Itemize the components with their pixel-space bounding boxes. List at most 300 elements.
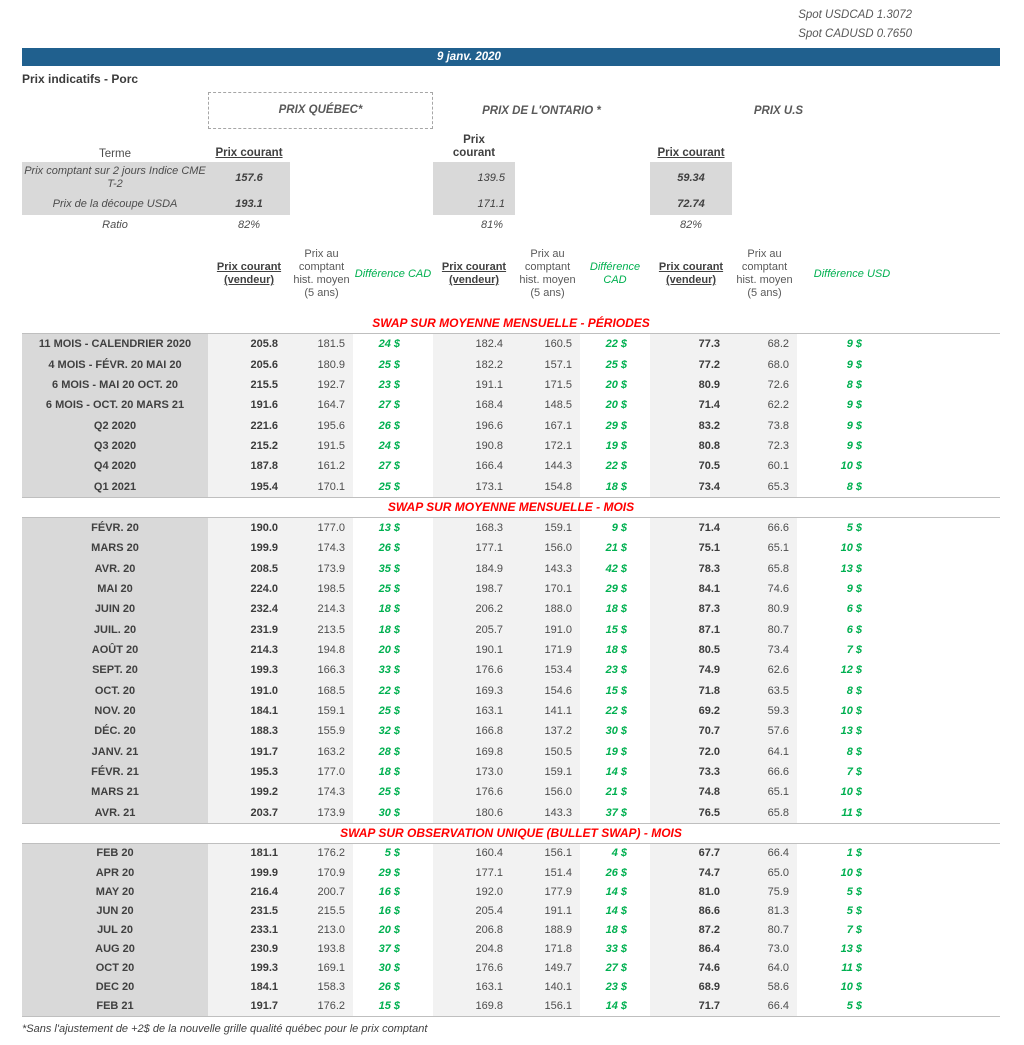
on-spot-cme: 139.5 (433, 162, 515, 193)
us-hist-value: 73.0 (732, 939, 797, 958)
table-row (22, 619, 1000, 639)
section-bullet-swap (22, 824, 1000, 1017)
us-hist-value: 80.9 (732, 599, 797, 619)
group-header-quebec: PRIX QUÉBEC* (278, 104, 363, 116)
us-hist-value: 64.1 (732, 742, 797, 762)
on-difference-cad-value: 23 $ (605, 664, 627, 677)
qc-prix-courant-value: 216.4 (208, 882, 290, 901)
qc-hist-value: 158.3 (290, 978, 353, 997)
qc-hist-value: 177.0 (290, 518, 353, 538)
us-prix-courant-value: 70.5 (650, 456, 732, 476)
on-hist-value: 159.1 (515, 762, 580, 782)
table-row (22, 660, 1000, 680)
qc-hist-value: 170.1 (290, 476, 353, 496)
qc-prix-courant-value: 184.1 (208, 701, 290, 721)
qc-hist-value: 168.5 (290, 681, 353, 701)
qc-prix-courant-value: 230.9 (208, 939, 290, 958)
table-row (22, 599, 1000, 619)
qc-difference-cad-value: 25 $ (378, 480, 400, 493)
qc-difference-cad-value: 26 $ (378, 542, 400, 555)
qc-prix-courant-value: 205.6 (208, 354, 290, 374)
on-prix-courant-value: 198.7 (433, 579, 515, 599)
us-hist-value: 73.8 (732, 415, 797, 435)
qc-difference-cad-value: 35 $ (378, 562, 400, 575)
section-title-mois: SWAP SUR MOYENNE MENSUELLE - MOIS (387, 499, 635, 514)
us-hist-value: 66.4 (732, 844, 797, 863)
on-difference-cad-value: 4 $ (611, 847, 627, 860)
table-row (22, 681, 1000, 701)
on-difference-cad-value: 14 $ (605, 766, 627, 779)
on-difference-cad-value: 15 $ (605, 684, 627, 697)
us-difference-usd-value: 7 $ (846, 643, 862, 656)
us-prix-courant-value: 68.9 (650, 978, 732, 997)
qc-difference-cad-value: 25 $ (378, 786, 400, 799)
us-difference-usd-value: 9 $ (846, 358, 862, 371)
us-prix-courant-value: 74.6 (650, 958, 732, 977)
us-difference-usd-value: 11 $ (841, 962, 862, 975)
on-difference-cad-value: 37 $ (605, 806, 627, 819)
on-prix-courant-value: 190.1 (433, 640, 515, 660)
us-hist-value: 65.1 (732, 538, 797, 558)
us-prix-courant-value: 80.9 (650, 375, 732, 395)
us-difference-usd-value: 5 $ (846, 521, 862, 534)
on-hist-value: 157.1 (515, 354, 580, 374)
on-difference-cad-value: 22 $ (605, 705, 627, 718)
qc-hist-value: 192.7 (290, 375, 353, 395)
row-label: MAY 20 (22, 882, 208, 901)
group-header-quebec-box (208, 92, 433, 129)
us-difference-usd-value: 7 $ (846, 766, 862, 779)
us-hist-value: 66.4 (732, 997, 797, 1016)
us-ratio: 82% (679, 218, 703, 231)
us-prix-courant-value: 80.5 (650, 640, 732, 660)
us-difference-usd-value: 9 $ (846, 582, 862, 595)
on-difference-cad-value: 19 $ (605, 745, 627, 758)
us-prix-courant-value: 74.9 (650, 660, 732, 680)
us-difference-usd-value: 8 $ (846, 378, 862, 391)
table-row (22, 958, 1000, 977)
on-prix-courant-value: 173.1 (433, 476, 515, 496)
on-prix-courant-value: 190.8 (433, 436, 515, 456)
us-hist-value: 64.0 (732, 958, 797, 977)
us-prix-courant-value: 80.8 (650, 436, 732, 456)
spot-row-usda-label: Prix de la découpe USDA (22, 193, 208, 215)
swap-mois-rows (22, 517, 1000, 824)
on-prix-courant-value: 166.4 (433, 456, 515, 476)
on-prix-courant-value: 176.6 (433, 660, 515, 680)
on-hist-value: 156.0 (515, 782, 580, 802)
row-label: NOV. 20 (22, 701, 208, 721)
qc-hist-value: 191.5 (290, 436, 353, 456)
on-prix-courant-value: 177.1 (433, 538, 515, 558)
qc-hist-value: 176.2 (290, 844, 353, 863)
us-hist-value: 80.7 (732, 920, 797, 939)
date-text: 9 janv. 2020 (437, 51, 501, 63)
on-prix-courant-value: 205.7 (433, 619, 515, 639)
qc-prix-courant-value: 231.9 (208, 619, 290, 639)
qc-hist-value: 195.6 (290, 415, 353, 435)
row-label: 6 MOIS - MAI 20 OCT. 20 (22, 375, 208, 395)
qc-hist-value: 164.7 (290, 395, 353, 415)
qc-prix-courant-value: 199.3 (208, 958, 290, 977)
on-difference-cad-value: 22 $ (605, 338, 627, 351)
on-difference-cad-value: 27 $ (605, 962, 627, 975)
row-label: OCT 20 (22, 958, 208, 977)
qc-difference-cad-value: 25 $ (378, 358, 400, 371)
us-prix-courant-value: 77.2 (650, 354, 732, 374)
on-hist-value: 188.0 (515, 599, 580, 619)
on-difference-cad-value: 30 $ (605, 725, 627, 738)
on-hist-value: 156.0 (515, 538, 580, 558)
qc-difference-cad-value: 18 $ (378, 603, 400, 616)
table-row (22, 844, 1000, 863)
qc-prix-courant-value: 191.0 (208, 681, 290, 701)
us-prix-courant-value: 81.0 (650, 882, 732, 901)
qc-prix-courant-value: 215.2 (208, 436, 290, 456)
row-label: FÉVR. 20 (22, 518, 208, 538)
on-difference-cad-value: 29 $ (605, 419, 627, 432)
qc-difference-cad-value: 23 $ (378, 378, 400, 391)
us-difference-usd-value: 10 $ (840, 866, 862, 879)
us-difference-usd-value: 9 $ (846, 439, 862, 452)
us-difference-usd-value: 9 $ (846, 338, 862, 351)
qc-difference-cad-value: 26 $ (378, 419, 400, 432)
qc-prix-courant-value: 221.6 (208, 415, 290, 435)
row-label: MARS 20 (22, 538, 208, 558)
us-difference-usd-value: 8 $ (846, 684, 862, 697)
on-difference-cad-value: 21 $ (605, 542, 627, 555)
us-difference-usd-value: 6 $ (846, 603, 862, 616)
us-prix-courant-value: 86.4 (650, 939, 732, 958)
us-prix-courant-value: 73.4 (650, 476, 732, 496)
us-difference-usd-value: 9 $ (846, 419, 862, 432)
row-label: JUL 20 (22, 920, 208, 939)
qc-difference-cad-value: 13 $ (378, 521, 400, 534)
qc-prix-courant-value: 203.7 (208, 803, 290, 823)
row-label: 4 MOIS - FÉVR. 20 MAI 20 (22, 354, 208, 374)
us-difference-usd-value: 10 $ (840, 460, 862, 473)
on-difference-cad-value: 14 $ (605, 1000, 627, 1013)
us-col-hist-moyen: Prix au comptant hist. moyen (5 ans) (736, 248, 793, 299)
row-label: APR 20 (22, 863, 208, 882)
on-difference-cad-value: 25 $ (605, 358, 627, 371)
on-difference-cad-value: 15 $ (605, 623, 627, 636)
us-hist-value: 68.0 (732, 354, 797, 374)
group-header-row (22, 88, 1000, 132)
qc-difference-cad-value: 30 $ (378, 962, 400, 975)
on-prix-courant-value: 191.1 (433, 375, 515, 395)
table-row (22, 334, 1000, 354)
qc-spot-cme: 157.6 (208, 162, 290, 193)
qc-difference-cad-value: 20 $ (378, 643, 400, 656)
us-prix-courant-value: 71.4 (650, 518, 732, 538)
on-spot-col-header (433, 134, 515, 160)
on-hist-value: 156.1 (515, 844, 580, 863)
qc-hist-value: 194.8 (290, 640, 353, 660)
qc-hist-value: 181.5 (290, 334, 353, 354)
qc-hist-value: 215.5 (290, 901, 353, 920)
row-label: SEPT. 20 (22, 660, 208, 680)
qc-prix-courant-value: 184.1 (208, 978, 290, 997)
us-prix-courant-value: 67.7 (650, 844, 732, 863)
on-hist-value: 160.5 (515, 334, 580, 354)
on-difference-cad-value: 33 $ (605, 942, 627, 955)
on-hist-value: 156.1 (515, 997, 580, 1016)
us-prix-courant-value: 71.4 (650, 395, 732, 415)
on-difference-cad-value: 21 $ (605, 786, 627, 799)
on-hist-value: 154.6 (515, 681, 580, 701)
on-prix-courant-value: 196.6 (433, 415, 515, 435)
on-prix-courant-value: 192.0 (433, 882, 515, 901)
qc-hist-value: 200.7 (290, 882, 353, 901)
on-prix-courant-value: 163.1 (433, 701, 515, 721)
on-difference-cad-value: 18 $ (605, 923, 627, 936)
on-hist-value: 171.5 (515, 375, 580, 395)
us-hist-value: 75.9 (732, 882, 797, 901)
us-hist-value: 73.4 (732, 640, 797, 660)
row-label: AVR. 21 (22, 803, 208, 823)
group-header-ontario-text: PRIX DE L'ONTARIO * (482, 105, 601, 117)
us-col-prix-courant-vendeur: Prix courant (vendeur) (658, 261, 724, 286)
row-label: JUIL. 20 (22, 619, 208, 639)
us-hist-value: 57.6 (732, 721, 797, 741)
table-row (22, 978, 1000, 997)
qc-difference-cad-value: 25 $ (378, 705, 400, 718)
row-label: Q3 2020 (22, 436, 208, 456)
table-row (22, 742, 1000, 762)
row-label: 6 MOIS - OCT. 20 MARS 21 (22, 395, 208, 415)
on-hist-value: 154.8 (515, 476, 580, 496)
qc-difference-cad-value: 29 $ (378, 866, 400, 879)
us-hist-value: 62.6 (732, 660, 797, 680)
on-prix-courant-value: 180.6 (433, 803, 515, 823)
on-difference-cad-value: 42 $ (605, 562, 627, 575)
qc-prix-courant-value: 195.3 (208, 762, 290, 782)
row-label: JANV. 21 (22, 742, 208, 762)
on-prix-courant-value: 173.0 (433, 762, 515, 782)
us-hist-value: 68.2 (732, 334, 797, 354)
swap-periodes-rows (22, 333, 1000, 498)
on-hist-value: 172.1 (515, 436, 580, 456)
us-difference-usd-value: 8 $ (846, 745, 862, 758)
on-col-difference-cad: Différence CAD (589, 261, 641, 286)
row-label: JUIN 20 (22, 599, 208, 619)
us-hist-value: 66.6 (732, 518, 797, 538)
us-difference-usd-value: 10 $ (840, 786, 862, 799)
on-prix-courant-value: 204.8 (433, 939, 515, 958)
on-prix-courant-value: 163.1 (433, 978, 515, 997)
qc-prix-courant-value: 199.9 (208, 538, 290, 558)
us-difference-usd-value: 5 $ (846, 885, 862, 898)
us-prix-courant-value: 78.3 (650, 558, 732, 578)
table-row (22, 579, 1000, 599)
section-swap-mois (22, 498, 1000, 824)
row-label: 11 MOIS - CALENDRIER 2020 (22, 334, 208, 354)
us-prix-courant-value: 71.7 (650, 997, 732, 1016)
qc-difference-cad-value: 27 $ (378, 460, 400, 473)
qc-hist-value: 166.3 (290, 660, 353, 680)
us-hist-value: 66.6 (732, 762, 797, 782)
on-prix-courant-value: 160.4 (433, 844, 515, 863)
us-prix-courant-value: 75.1 (650, 538, 732, 558)
on-difference-cad-value: 14 $ (605, 885, 627, 898)
us-spot-cme: 59.34 (650, 162, 732, 193)
us-col-difference-usd: Différence USD (813, 267, 891, 280)
us-prix-courant-value: 87.3 (650, 599, 732, 619)
on-hist-value: 151.4 (515, 863, 580, 882)
qc-spot-col-header: Prix courant (215, 147, 283, 159)
us-difference-usd-value: 10 $ (840, 705, 862, 718)
on-hist-value: 140.1 (515, 978, 580, 997)
swap-column-headers (22, 234, 1000, 314)
us-prix-courant-value: 70.7 (650, 721, 732, 741)
us-prix-courant-value: 87.2 (650, 920, 732, 939)
qc-hist-value: 155.9 (290, 721, 353, 741)
us-hist-value: 72.3 (732, 436, 797, 456)
on-prix-courant-value: 206.8 (433, 920, 515, 939)
us-prix-courant-value: 84.1 (650, 579, 732, 599)
qc-prix-courant-value: 188.3 (208, 721, 290, 741)
table-row (22, 997, 1000, 1016)
on-hist-value: 170.1 (515, 579, 580, 599)
on-prix-courant-value: 182.2 (433, 354, 515, 374)
on-difference-cad-value: 22 $ (605, 460, 627, 473)
qc-hist-value: 161.2 (290, 456, 353, 476)
table-row (22, 518, 1000, 538)
page-title: Prix indicatifs - Porc (22, 72, 139, 86)
qc-prix-courant-value: 190.0 (208, 518, 290, 538)
qc-hist-value: 173.9 (290, 803, 353, 823)
spot-row-ratio-label: Ratio (102, 218, 128, 231)
on-hist-value: 153.4 (515, 660, 580, 680)
table-row (22, 640, 1000, 660)
terme-row (22, 132, 1000, 162)
us-prix-courant-value: 83.2 (650, 415, 732, 435)
qc-difference-cad-value: 16 $ (378, 904, 400, 917)
us-difference-usd-value: 12 $ (840, 664, 862, 677)
on-prix-courant-value: 168.3 (433, 518, 515, 538)
qc-prix-courant-value: 231.5 (208, 901, 290, 920)
qc-difference-cad-value: 30 $ (378, 806, 400, 819)
on-prix-courant-value: 169.8 (433, 742, 515, 762)
qc-hist-value: 177.0 (290, 762, 353, 782)
us-hist-value: 65.8 (732, 803, 797, 823)
qc-hist-value: 213.5 (290, 619, 353, 639)
table-row (22, 863, 1000, 882)
qc-difference-cad-value: 27 $ (378, 399, 400, 412)
on-hist-value: 143.3 (515, 558, 580, 578)
qc-hist-value: 176.2 (290, 997, 353, 1016)
on-prix-courant-value: 184.9 (433, 558, 515, 578)
on-prix-courant-value: 177.1 (433, 863, 515, 882)
us-prix-courant-value: 77.3 (650, 334, 732, 354)
qc-prix-courant-value: 233.1 (208, 920, 290, 939)
us-prix-courant-value: 72.0 (650, 742, 732, 762)
qc-hist-value: 173.9 (290, 558, 353, 578)
qc-difference-cad-value: 26 $ (378, 981, 400, 994)
qc-difference-cad-value: 28 $ (378, 745, 400, 758)
on-hist-value: 171.8 (515, 939, 580, 958)
us-hist-value: 60.1 (732, 456, 797, 476)
spot-row-usda (22, 193, 1000, 215)
qc-prix-courant-value: 195.4 (208, 476, 290, 496)
us-prix-courant-value: 74.8 (650, 782, 732, 802)
row-label: MAI 20 (22, 579, 208, 599)
on-hist-value: 191.1 (515, 901, 580, 920)
on-hist-value: 143.3 (515, 803, 580, 823)
qc-col-prix-courant-vendeur: Prix courant (vendeur) (216, 261, 282, 286)
group-header-us-text: PRIX U.S (753, 105, 804, 117)
table-row (22, 354, 1000, 374)
on-hist-value: 148.5 (515, 395, 580, 415)
on-difference-cad-value: 18 $ (605, 643, 627, 656)
bullet-swap-rows (22, 843, 1000, 1017)
on-col-prix-courant-vendeur: Prix courant (vendeur) (441, 261, 507, 286)
qc-col-hist-moyen: Prix au comptant hist. moyen (5 ans) (293, 248, 350, 299)
row-label: AOÛT 20 (22, 640, 208, 660)
row-label: AVR. 20 (22, 558, 208, 578)
qc-prix-courant-value: 191.7 (208, 997, 290, 1016)
qc-hist-value: 169.1 (290, 958, 353, 977)
on-prix-courant-value: 168.4 (433, 395, 515, 415)
qc-difference-cad-value: 37 $ (378, 942, 400, 955)
qc-prix-courant-value: 199.9 (208, 863, 290, 882)
qc-difference-cad-value: 32 $ (378, 725, 400, 738)
us-spot-col-header: Prix courant (657, 147, 725, 159)
table-row (22, 456, 1000, 476)
table-row (22, 701, 1000, 721)
row-label: FÉVR. 21 (22, 762, 208, 782)
footnote: *Sans l'ajustement de +2$ de la nouvelle grille qualité québec pour le prix comptant (22, 1022, 428, 1035)
table-row (22, 375, 1000, 395)
us-difference-usd-value: 13 $ (840, 562, 862, 575)
qc-prix-courant-value: 208.5 (208, 558, 290, 578)
row-label: JUN 20 (22, 901, 208, 920)
on-prix-courant-value: 206.2 (433, 599, 515, 619)
qc-hist-value: 214.3 (290, 599, 353, 619)
on-difference-cad-value: 9 $ (611, 521, 627, 534)
on-prix-courant-value: 166.8 (433, 721, 515, 741)
spot-cadusd: Spot CADUSD 0.7650 (798, 28, 912, 40)
on-prix-courant-value: 169.3 (433, 681, 515, 701)
table-row (22, 395, 1000, 415)
on-difference-cad-value: 14 $ (605, 904, 627, 917)
row-label: DEC 20 (22, 978, 208, 997)
qc-hist-value: 159.1 (290, 701, 353, 721)
qc-prix-courant-value: 214.3 (208, 640, 290, 660)
table-row (22, 721, 1000, 741)
qc-difference-cad-value: 18 $ (378, 623, 400, 636)
on-hist-value: 171.9 (515, 640, 580, 660)
qc-difference-cad-value: 33 $ (378, 664, 400, 677)
section-title-bullet: SWAP SUR OBSERVATION UNIQUE (BULLET SWAP) - MOIS (340, 825, 682, 840)
us-difference-usd-value: 6 $ (846, 623, 862, 636)
us-difference-usd-value: 8 $ (846, 480, 862, 493)
us-difference-usd-value: 1 $ (846, 847, 862, 860)
qc-hist-value: 174.3 (290, 782, 353, 802)
on-prix-courant-value: 176.6 (433, 958, 515, 977)
qc-prix-courant-value: 191.7 (208, 742, 290, 762)
row-label: OCT. 20 (22, 681, 208, 701)
row-label: Q4 2020 (22, 456, 208, 476)
table-row (22, 882, 1000, 901)
qc-ratio: 82% (237, 218, 261, 231)
qc-col-difference-cad: Différence CAD (354, 267, 432, 280)
table-row (22, 803, 1000, 823)
group-header-ontario (433, 101, 650, 119)
us-hist-value: 72.6 (732, 375, 797, 395)
spot-rates (22, 6, 1000, 44)
